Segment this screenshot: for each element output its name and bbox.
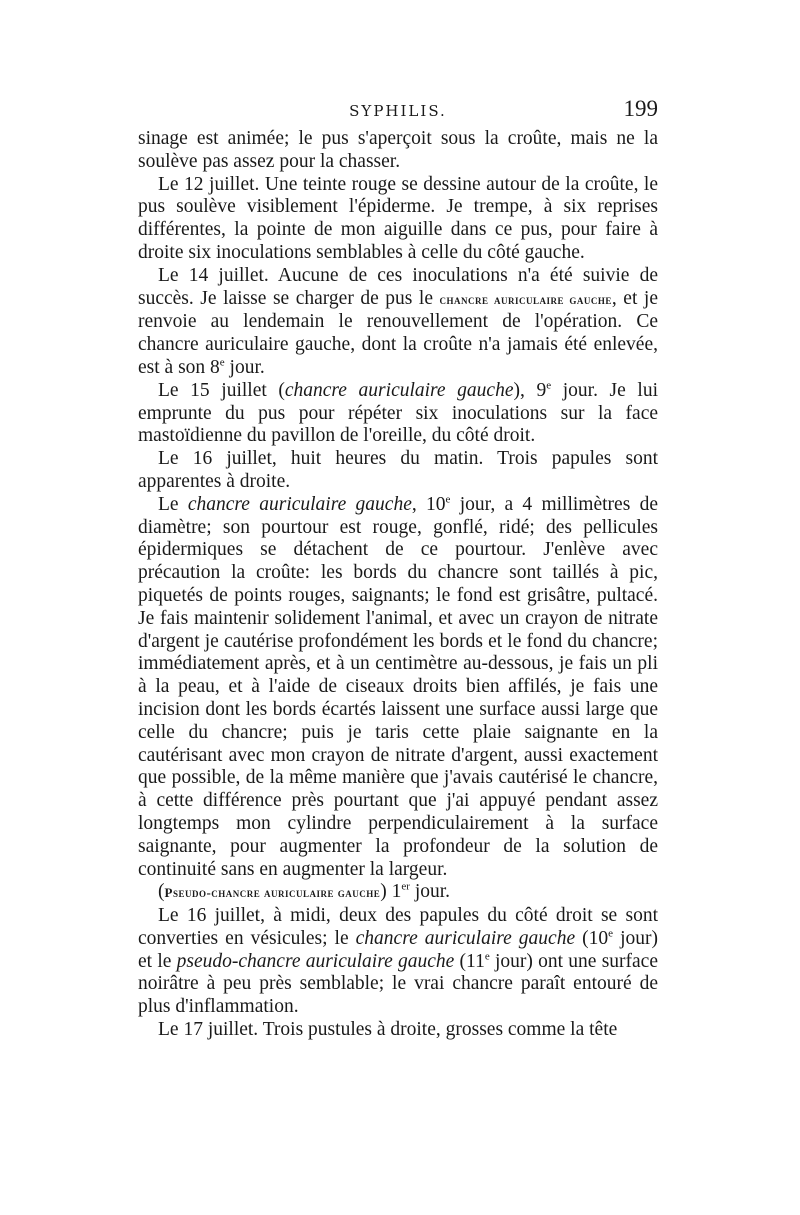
italic-term: chancre auriculaire gauche — [187, 493, 412, 515]
paragraph: Le 14 juillet. Aucune de ces inoculations n'a été suivie de succès. Je laisse se charger de pus le chancre auriculaire gauche, et je renvoie au lendemain le renouvellement de l'opération. Ce chancre auriculaire gauche, dont la croûte n'a jamais été enlevée, est à son 8e jour. — [138, 264, 658, 378]
small-caps-term: Pseudo-chancre auriculaire gauche — [164, 885, 381, 901]
italic-term: chancre auriculaire gauche — [284, 379, 514, 401]
running-title: SYPHILIS. — [349, 102, 447, 120]
paragraph: Le 15 juillet (chancre auriculaire gauche), 9e jour. Je lui emprunte du pus pour répéter six inoculations sur la face mastoïdienne du pavillon de l'oreille, du côté droit. — [138, 379, 658, 447]
small-caps-term: chancre auriculaire gauche — [439, 291, 612, 307]
running-head — [138, 96, 658, 126]
page-number: 199 — [623, 96, 658, 121]
body-text — [138, 128, 658, 1042]
italic-term: chancre auriculaire gauche — [355, 927, 576, 949]
paragraph: Le 16 juillet, à midi, deux des papules du côté droit se sont converties en vésicules; le chancre auriculaire gauche (10e jour) et le pseudo-chancre auriculaire gauche (11e jour) ont une surface noirâtre à peu près semblable; le vrai chancre paraît entouré de plus d'inflammation. — [138, 905, 658, 1018]
paragraph: Le chancre auriculaire gauche, 10e jour, a 4 millimètres de diamètre; son pourtour est rouge, gonflé, ridé; des pellicules épidermiques se détachent de ce pourtour. J'enlève avec précaution la croûte: les bords du chancre sont taillés à pic, piquetés de points rouges, saignants; le fond est grisâtre, pultacé. Je fais maintenir solidement l'animal, et avec un crayon de nitrate d'argent je cautérise profondément les bords et le fond du chancre; immédiatement après, et à un centimètre au-dessous, je fais un pli à la peau, et à l'aide de ciseaux droits bien affilés, je fais une incision dont les bords écartés laissent une surface aussi large que celle du chancre; puis je taris cette plaie saignante en la cautérisant avec mon crayon de nitrate d'argent, aussi exactement que possible, de la même manière que j'avais cautérisé le chancre, à cette différence près pourtant que j'ai appuyé pendant assez longtemps mon cylindre perpendiculairement à la surface saignante, pour augmenter la profondeur de la solution de continuité sans en augmenter la largeur. — [138, 493, 658, 880]
italic-term: pseudo-chancre auriculaire gauche — [176, 950, 455, 972]
paragraph: Le 12 juillet. Une teinte rouge se dessine autour de la croûte, le pus soulève visiblement l'épiderme. Je trempe, à six reprises différentes, la pointe de mon aiguille dans ce pus, pour faire à droite six inoculations semblables à celle du côté gauche. — [138, 173, 658, 263]
paragraph: sinage est animée; le pus s'aperçoit sous la croûte, mais ne la soulève pas assez pour la chasser. — [138, 128, 658, 172]
paragraph: Le 17 juillet. Trois pustules à droite, grosses comme la tête — [158, 1019, 618, 1041]
paragraph: (Pseudo-chancre auriculaire gauche) 1er jour. — [158, 880, 451, 903]
paragraph: Le 16 juillet, huit heures du matin. Trois papules sont apparentes à droite. — [138, 448, 658, 492]
